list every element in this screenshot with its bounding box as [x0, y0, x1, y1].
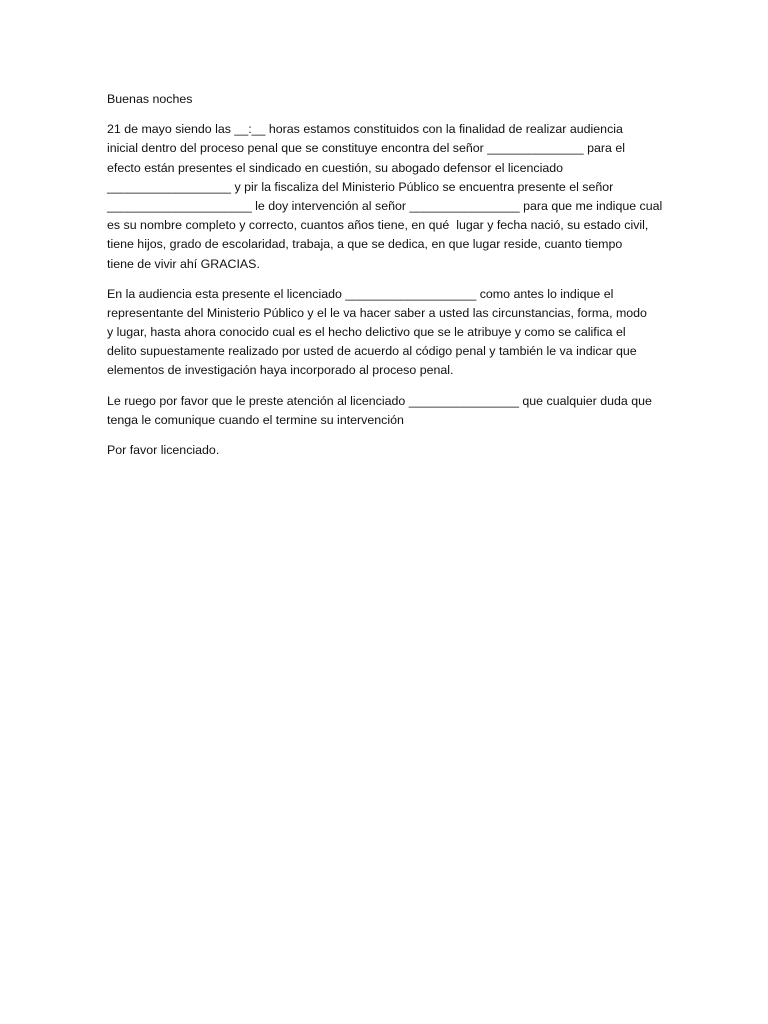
greeting-line: Buenas noches [107, 92, 193, 106]
paragraph-line: __________________ y pir la fiscaliza del Ministerio Público se encuentra presente el señor [107, 179, 614, 194]
document-page [107, 90, 662, 471]
paragraph-line: En la audiencia esta presente el licenciado ___________________ como antes lo indique el [107, 286, 614, 301]
paragraph-line: tenga le comunique cuando el termine su intervención [107, 412, 404, 427]
paragraph-closing [107, 441, 662, 460]
paragraph-line: Le ruego por favor que le preste atención al licenciado ________________ que cualquier duda que [107, 393, 652, 408]
paragraph-line: delito supuestamente realizado por usted de acuerdo al código penal y también le va indicar que [107, 344, 637, 359]
paragraph-ruego [107, 392, 662, 430]
greeting [107, 90, 662, 109]
paragraph-line: elementos de investigación haya incorporado al proceso penal. [107, 363, 454, 378]
paragraph-line: inicial dentro del proceso penal que se constituye encontra del señor ______________ para el [107, 141, 626, 156]
paragraph-line: Por favor licenciado. [107, 443, 220, 457]
paragraph-line: tiene de vivir ahí GRACIAS. [107, 256, 260, 271]
paragraph-line: 21 de mayo siendo las __:__ horas estamos constituidos con la finalidad de realizar audiencia [107, 122, 623, 137]
paragraph-opening [107, 120, 662, 274]
paragraph-line: y lugar, hasta ahora conocido cual es el hecho delictivo que se le atribuye y como se califica el [107, 325, 626, 340]
paragraph-line: efecto están presentes el sindicado en cuestión, su abogado defensor el licenciado [107, 160, 564, 175]
paragraph-audiencia [107, 285, 662, 381]
paragraph-line: _____________________ le doy intervención al señor ________________ para que me indique cual [107, 198, 663, 213]
paragraph-line: tiene hijos, grado de escolaridad, trabaja, a que se dedica, en que lugar reside, cuanto tiempo [107, 237, 623, 252]
paragraph-line: es su nombre completo y correcto, cuantos años tiene, en qué lugar y fecha nació, su estado civil, [107, 218, 649, 233]
paragraph-line: representante del Ministerio Público y el le va hacer saber a usted las circunstancias, forma, modo [107, 305, 647, 320]
